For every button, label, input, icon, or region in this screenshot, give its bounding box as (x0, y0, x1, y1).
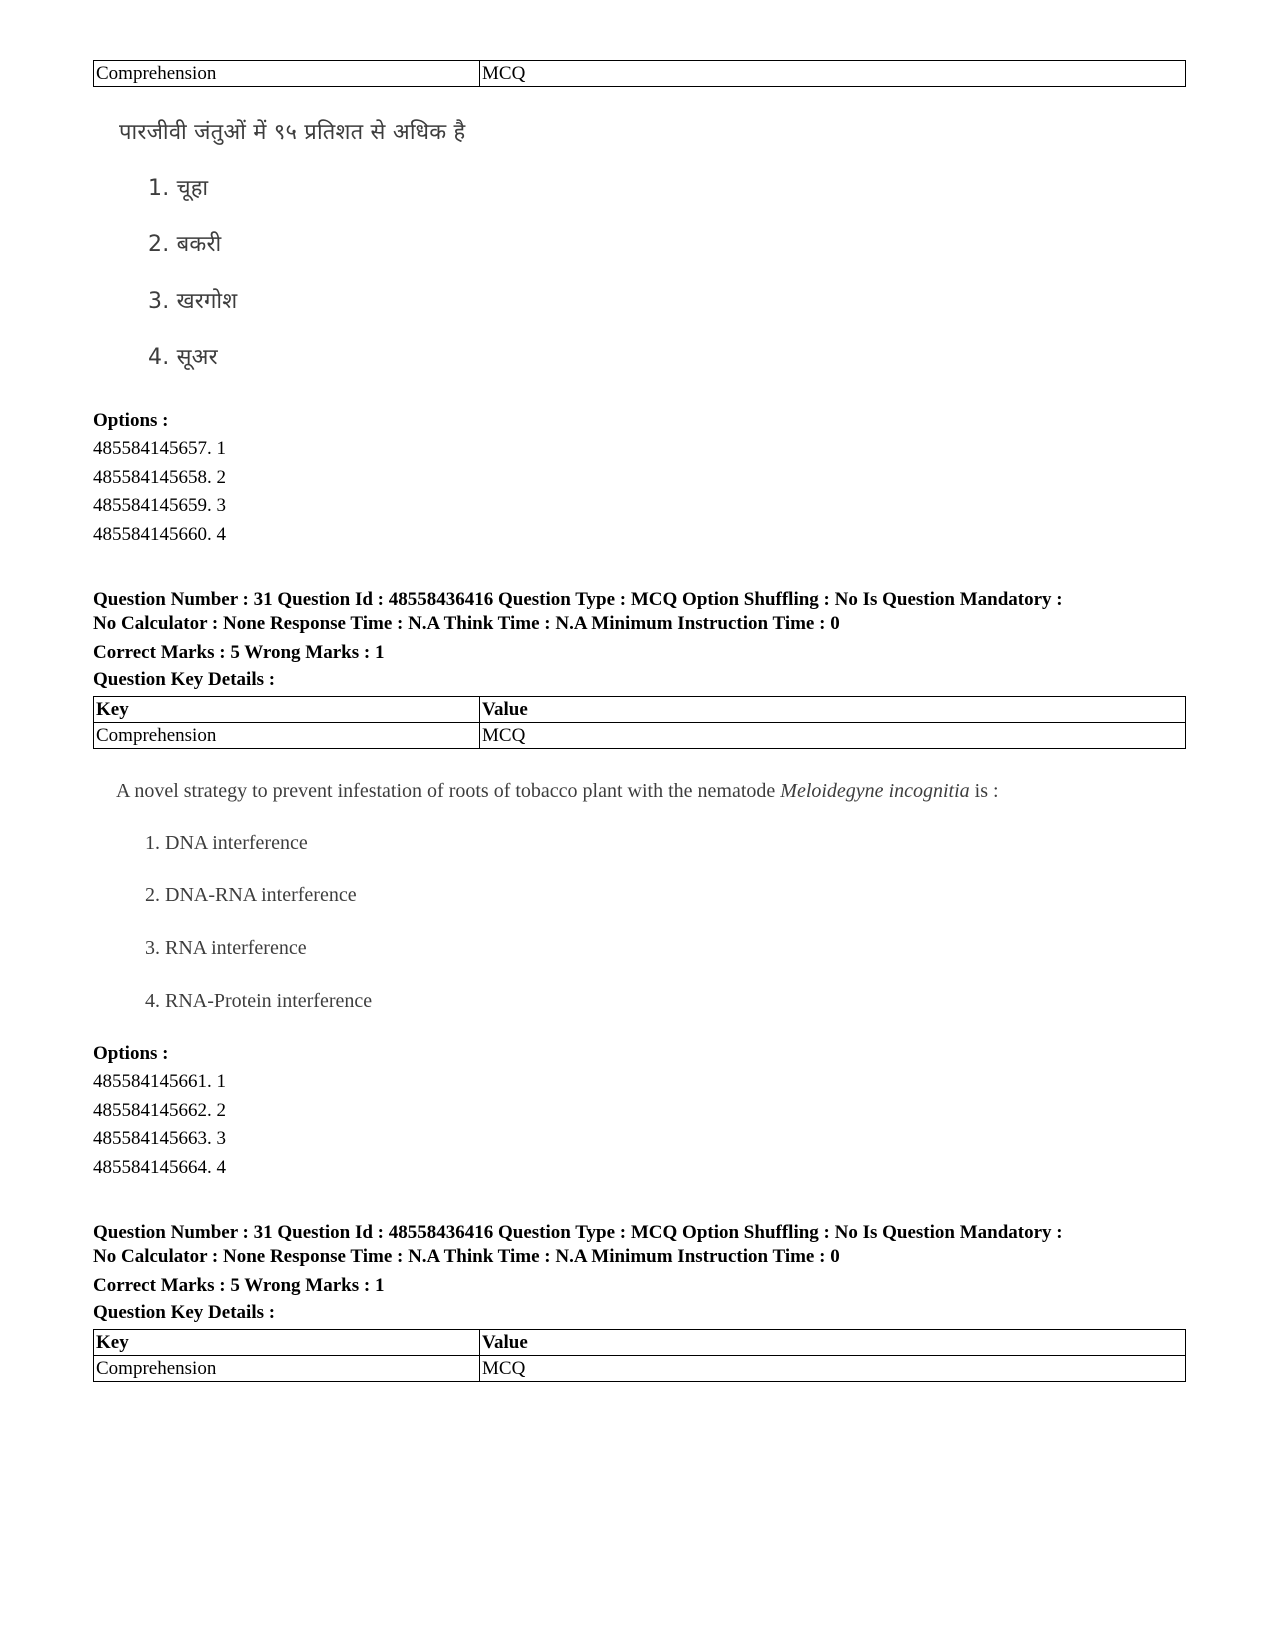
options-list (93, 1068, 226, 1182)
option-item: 485584145657. 1 (93, 438, 226, 459)
choice-4: 4. सूअर (148, 345, 218, 370)
option-item: 485584145658. 2 (93, 466, 226, 488)
key-details-table (93, 696, 1186, 749)
table-row (94, 61, 1186, 87)
question-meta (93, 1221, 1213, 1325)
table-header-row (94, 1330, 1186, 1356)
key-cell: Comprehension (94, 61, 480, 87)
question-meta (93, 588, 1213, 692)
key-details-label: Question Key Details : (93, 669, 276, 690)
options-list (93, 435, 226, 549)
choice-2: 2. DNA-RNA interference (145, 884, 357, 906)
species-name: Meloidegyne incognitia (780, 780, 970, 802)
question-stem: पारजीवी जंतुओं में ९५ प्रतिशत से अधिक है (119, 120, 466, 145)
meta-line-2: No Calculator : None Response Time : N.A Think Time : N.A Minimum Instruction Time : 0 (93, 613, 840, 634)
option-item: 485584145661. 1 (93, 1071, 226, 1092)
option-item: 485584145664. 4 (93, 1156, 226, 1178)
choice-4: 4. RNA-Protein interference (145, 990, 373, 1012)
key-details-table-top (93, 60, 1186, 87)
key-details-table (93, 1329, 1186, 1382)
key-details-label: Question Key Details : (93, 1302, 276, 1323)
header-key: Key (94, 1330, 480, 1356)
choice-1: 1. DNA interference (145, 832, 308, 854)
meta-line-2: No Calculator : None Response Time : N.A Think Time : N.A Minimum Instruction Time : 0 (93, 1246, 840, 1267)
option-item: 485584145660. 4 (93, 523, 226, 545)
key-cell: Comprehension (94, 1356, 480, 1382)
table-header-row (94, 697, 1186, 723)
marks-line: Correct Marks : 5 Wrong Marks : 1 (93, 642, 385, 663)
option-item: 485584145662. 2 (93, 1099, 226, 1121)
value-cell: MCQ (480, 1356, 1186, 1382)
table-row (94, 1356, 1186, 1382)
key-cell: Comprehension (94, 723, 480, 749)
header-value: Value (480, 1330, 1186, 1356)
value-cell: MCQ (480, 723, 1186, 749)
choice-2: 2. बकरी (148, 232, 222, 257)
options-label: Options : (93, 1043, 169, 1064)
options-label: Options : (93, 410, 169, 431)
option-item: 485584145663. 3 (93, 1128, 226, 1149)
header-value: Value (480, 697, 1186, 723)
marks-line: Correct Marks : 5 Wrong Marks : 1 (93, 1275, 385, 1296)
choice-1: 1. चूहा (148, 176, 209, 201)
header-key: Key (94, 697, 480, 723)
table-row (94, 723, 1186, 749)
question-stem: A novel strategy to prevent infestation of roots of tobacco plant with the nematode Meloidegyne incognitia is : (116, 780, 999, 802)
meta-line-1: Question Number : 31 Question Id : 48558436416 Question Type : MCQ Option Shuffling : No Is Question Mandatory : (93, 1222, 1063, 1243)
meta-line-1: Question Number : 31 Question Id : 48558436416 Question Type : MCQ Option Shuffling : No Is Question Mandatory : (93, 589, 1063, 610)
choice-3: 3. RNA interference (145, 937, 307, 959)
option-item: 485584145659. 3 (93, 495, 226, 516)
choice-3: 3. खरगोश (148, 289, 238, 314)
value-cell: MCQ (480, 61, 1186, 87)
